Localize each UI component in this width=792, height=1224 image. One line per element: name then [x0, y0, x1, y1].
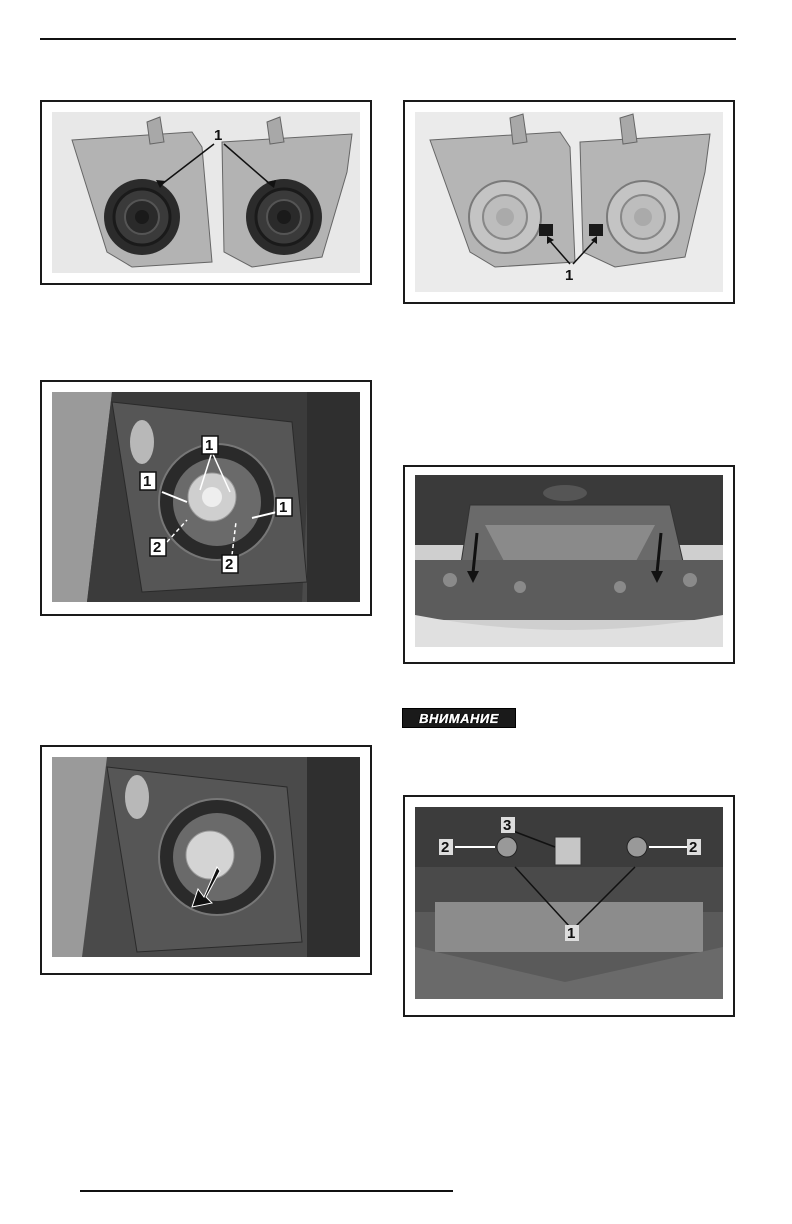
- footer-rule: [80, 1190, 453, 1192]
- callout-1: 1: [214, 127, 223, 144]
- callout-1: 1: [205, 437, 214, 454]
- callout-2: 2: [225, 556, 234, 573]
- figure-headlamp-tabs: [403, 100, 735, 304]
- photo-rear-light: [415, 807, 723, 999]
- figure-bulb-clips: [40, 380, 372, 616]
- photo-bulb-removal: [52, 757, 360, 957]
- callout-3: 3: [503, 817, 512, 834]
- figure-headlamp-covers: [40, 100, 372, 285]
- photo-rear-cover: [415, 475, 723, 647]
- callout-1: 1: [565, 267, 574, 284]
- callout-1: 1: [279, 499, 288, 516]
- callout-1: 1: [567, 925, 576, 942]
- photo-headlamp-covers: [52, 112, 360, 273]
- callout-2: 2: [689, 839, 698, 856]
- photo-headlamp-tabs: [415, 112, 723, 292]
- photo-bulb-clips: [52, 392, 360, 602]
- figure-bulb-removal: [40, 745, 372, 975]
- figure-rear-cover: [403, 465, 735, 664]
- header-rule: [40, 38, 736, 40]
- callout-1: 1: [143, 473, 152, 490]
- warning-badge: [402, 708, 516, 728]
- callout-2: 2: [153, 539, 162, 556]
- warning-label: ВНИМАНИЕ: [419, 710, 499, 726]
- callout-2: 2: [441, 839, 450, 856]
- figure-rear-light: [403, 795, 735, 1017]
